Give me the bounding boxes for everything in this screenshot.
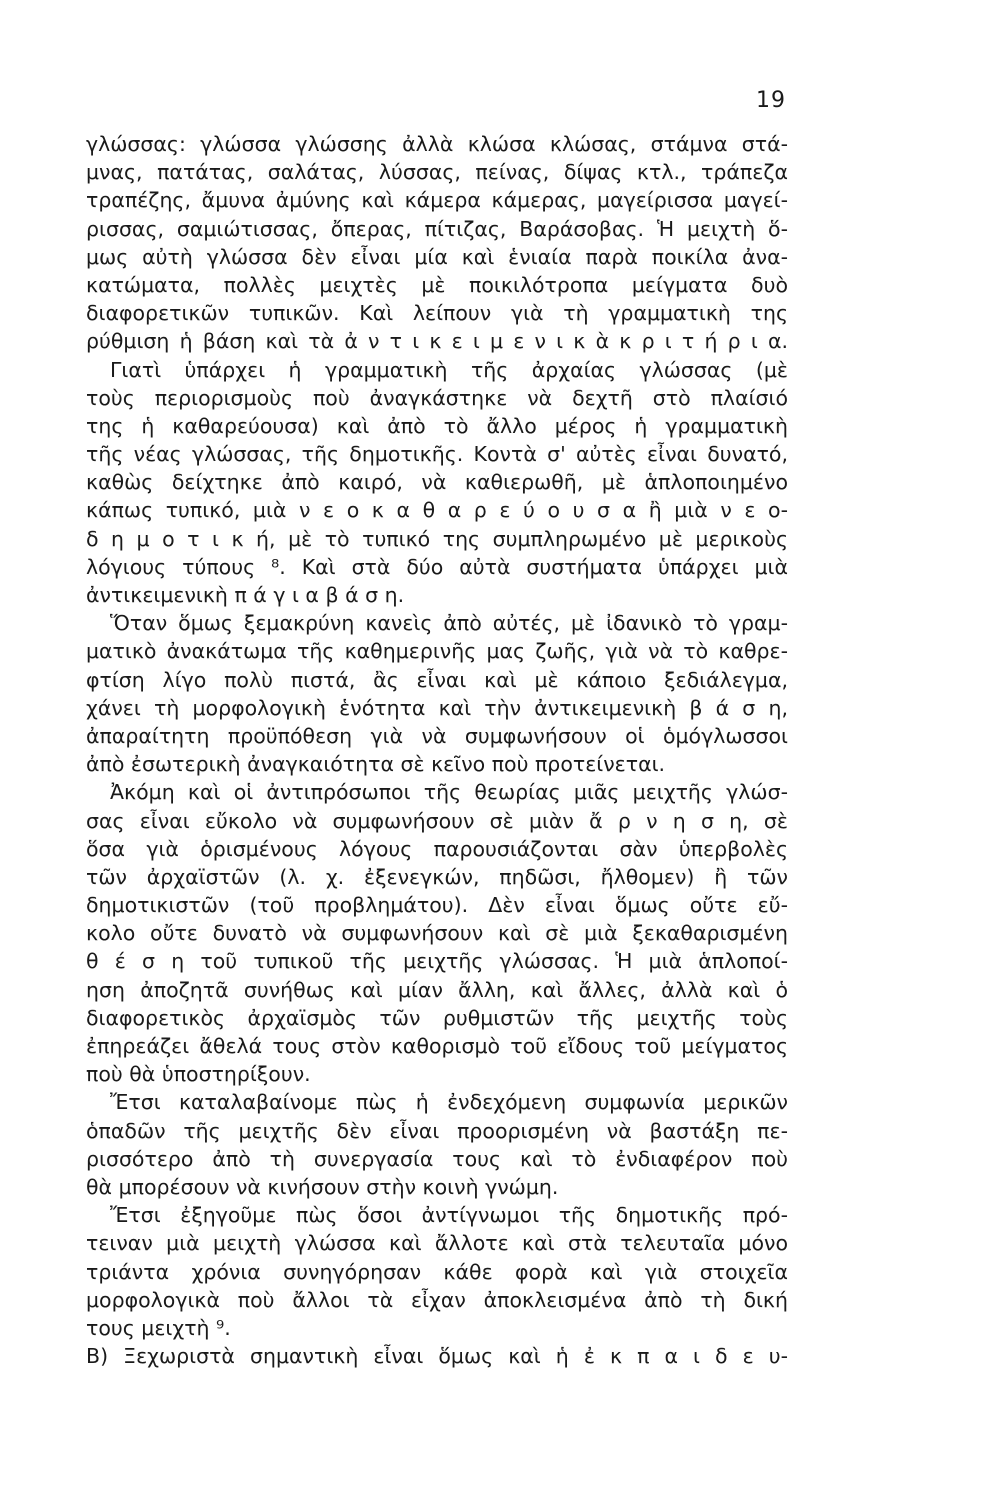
text-line: Β) Ξεχωριστὰ σημαντικὴ εἶναι ὅμως καὶ ἡ ἐ κ π α ι δ ε υ- xyxy=(86,1344,788,1369)
text-line: τριάντα χρόνια συνηγόρησαν κάθε φορὰ καὶ γιὰ στοιχεῖα xyxy=(86,1259,788,1284)
text-line: μνας, πατάτας, σαλάτας, λύσσας, πείνας, δίψας κτλ., τράπεζα xyxy=(86,160,788,185)
text-line: τῆς νέας γλώσσας, τῆς δημοτικῆς. Κοντὰ σ' αὐτὲς εἶναι δυνατό, xyxy=(86,442,788,467)
text-line: τειναν μιὰ μειχτὴ γλώσσα καὶ ἄλλοτε καὶ στὰ τελευταῖα μόνο xyxy=(86,1231,788,1256)
page-number: 19 xyxy=(756,88,786,113)
text-line: τῶν ἀρχαϊστῶν (λ. χ. ἐξενεγκών, πηδῶσι, ἤλθομεν) ἢ τῶν xyxy=(86,864,788,889)
text-line: κολο οὔτε δυνατὸ νὰ συμφωνήσουν καὶ σὲ μιὰ ξεκαθαρισμένη xyxy=(86,921,788,946)
text-line: διαφορετικῶν τυπικῶν. Καὶ λείπουν γιὰ τὴ γραμματικὴ της xyxy=(86,301,788,326)
text-line: κάπως τυπικό, μιὰ ν ε ο κ α θ α ρ ε ύ ο υ σ α ἢ μιὰ ν ε ο- xyxy=(86,498,788,523)
text-line: θὰ μπορέσουν νὰ κινήσουν στὴν κοινὴ γνώμη. xyxy=(86,1174,559,1199)
text-line: φτίση λίγο πολὺ πιστά, ἂς εἶναι καὶ μὲ κάποιο ξεδιάλεγμα, xyxy=(86,667,788,692)
text-line: ρισσας, σαμιώτισσας, ὄπερας, πίτιζας, Βαράσοβας. Ἡ μειχτὴ ὅ- xyxy=(86,216,788,241)
text-line: ποὺ θὰ ὑποστηρίξουν. xyxy=(86,1062,311,1087)
text-line: τοὺς περιορισμοὺς ποὺ ἀναγκάστηκε νὰ δεχτῆ στὸ πλαίσιό xyxy=(86,385,788,410)
text-line: κατώματα, πολλὲς μειχτὲς μὲ ποικιλότροπα μείγματα δυὸ xyxy=(86,272,788,297)
text-line: ηση ἀποζητᾶ συνήθως καὶ μίαν ἄλλη, καὶ ἄλλες, ἀλλὰ καὶ ὁ xyxy=(86,977,788,1002)
text-line: ὁπαδῶν τῆς μειχτῆς δὲν εἶναι προορισμένη νὰ βαστάξη πε- xyxy=(86,1118,788,1143)
text-line: σας εἶναι εὔκολο νὰ συμφωνήσουν σὲ μιὰν ἄ ρ ν η σ η, σὲ xyxy=(86,808,788,833)
text-line: της ἡ καθαρεύουσα) καὶ ἀπὸ τὸ ἄλλο μέρος ἡ γραμματικὴ xyxy=(86,413,788,438)
text-line: διαφορετικὸς ἀρχαϊσμὸς τῶν ρυθμιστῶν τῆς μειχτῆς τοὺς xyxy=(86,1005,788,1030)
text-line: Ὅταν ὅμως ξεμακρύνη κανεὶς ἀπὸ αὐτές, μὲ ἰδανικὸ τὸ γραμ- xyxy=(110,611,788,636)
text-line: Ἀκόμη καὶ οἱ ἀντιπρόσωποι τῆς θεωρίας μιᾶς μειχτῆς γλώσ- xyxy=(110,780,788,805)
text-line: ἀντικειμενικὴ π ά γ ι α β ά σ η. xyxy=(86,583,405,607)
text-line: Ἔτσι ἐξηγοῦμε πὼς ὅσοι ἀντίγνωμοι τῆς δημοτικῆς πρό- xyxy=(110,1203,788,1228)
text-line: γλώσσας: γλώσσα γλώσσης ἀλλὰ κλώσα κλώσας, στάμνα στά- xyxy=(86,132,788,156)
body-text xyxy=(86,130,788,1370)
text-line: τραπέζης, ἄμυνα ἀμύνης καὶ κάμερα κάμερας, μαγείρισσα μαγεί- xyxy=(86,188,788,213)
text-line: δημοτικιστῶν (τοῦ προβλημάτου). Δὲν εἶναι ὅμως οὔτε εὔ- xyxy=(86,893,788,918)
text-line: ἀπὸ ἐσωτερικὴ ἀναγκαιότητα σὲ κεῖνο ποὺ προτείνεται. xyxy=(86,752,666,777)
text-line: ὅσα γιὰ ὁρισμένους λόγους παρουσιάζονται σὰν ὑπερβολὲς xyxy=(86,836,788,861)
text-line: λόγιους τύπους ⁸. Καὶ στὰ δύο αὐτὰ συστήματα ὑπάρχει μιὰ xyxy=(86,554,788,579)
text-line: δ η μ ο τ ι κ ή, μὲ τὸ τυπικό της συμπληρωμένο μὲ μερικοὺς xyxy=(86,526,788,551)
text-line: ἐπηρεάζει ἄθελά τους στὸν καθορισμὸ τοῦ εἴδους τοῦ μείγματος xyxy=(86,1034,788,1058)
text-line: θ έ σ η τοῦ τυπικοῦ τῆς μειχτῆς γλώσσας. Ἡ μιὰ ἁπλοποί- xyxy=(86,949,788,974)
text-line: ματικὸ ἀνακάτωμα τῆς καθημερινῆς μας ζωῆς, γιὰ νὰ τὸ καθρε- xyxy=(86,639,788,664)
text-line: χάνει τὴ μορφολογικὴ ἑνότητα καὶ τὴν ἀντικειμενικὴ β ά σ η, xyxy=(86,695,788,720)
text-line: μορφολογικὰ ποὺ ἄλλοι τὰ εἶχαν ἀποκλεισμένα ἀπὸ τὴ δική xyxy=(86,1287,788,1312)
text-line: καθὼς δείχτηκε ἀπὸ καιρό, νὰ καθιερωθῆ, μὲ ἁπλοποιημένο xyxy=(86,470,788,495)
text-line: ρισσότερο ἀπὸ τὴ συνεργασία τους καὶ τὸ ἐνδιαφέρον ποὺ xyxy=(86,1146,788,1171)
text-line: Γιατὶ ὑπάρχει ἡ γραμματικὴ τῆς ἀρχαίας γλώσσας (μὲ xyxy=(110,357,788,382)
text-line: Ἔτσι καταλαβαίνομε πὼς ἡ ἐνδεχόμενη συμφωνία μερικῶν xyxy=(110,1090,788,1115)
text-line: τους μειχτὴ ⁹. xyxy=(86,1315,231,1340)
text-line: μως αὐτὴ γλώσσα δὲν εἶναι μία καὶ ἑνιαία παρὰ ποικίλα ἀνα- xyxy=(86,244,788,269)
text-line: ρύθμιση ἡ βάση καὶ τὰ ἀ ν τ ι κ ε ι μ ε ν ι κ ὰ κ ρ ι τ ή ρ ι α. xyxy=(86,329,788,354)
text-line: ἀπαραίτητη προϋπόθεση γιὰ νὰ συμφωνήσουν οἱ ὁμόγλωσσοι xyxy=(86,723,788,748)
